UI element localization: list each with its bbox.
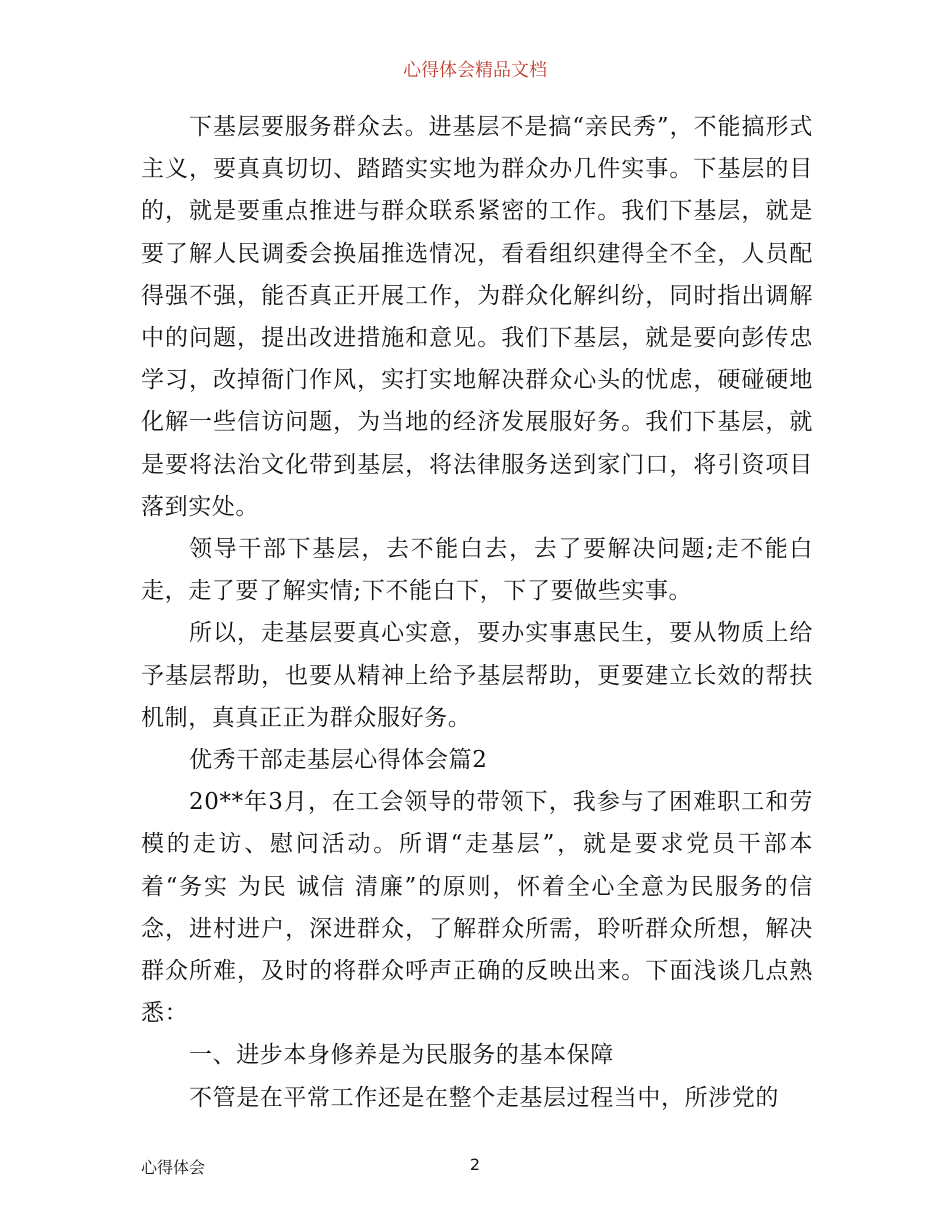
paragraph-5: 不管是在平常工作还是在整个走基层过程当中，所涉党的: [189, 1084, 779, 1111]
paragraph-2: 领导干部下基层，去不能白去，去了要解决问题;走不能白走，走了要了解实情;下不能白下，下了要做些实事。: [141, 536, 813, 605]
page-number: 2: [469, 1155, 481, 1174]
paragraph-3: 所以，走基层要真心实意，要办实事惠民生，要从物质上给予基层帮助，也要从精神上给予基层帮助，更要建立长效的帮扶机制，真真正正为群众服好务。: [141, 620, 813, 731]
section-heading: 优秀干部走基层心得体会篇2: [189, 747, 488, 774]
page-header-title: 心得体会精品文档: [403, 60, 547, 81]
subheading-1: 一、进步本身修养是为民服务的基本保障: [189, 1042, 614, 1069]
paragraph-1: 下基层要服务群众去。进基层不是搞“亲民秀”，不能搞形式主义，要真真切切、踏踏实实地为群众办几件实事。下基层的目的，就是要重点推进与群众联系紧密的工作。我们下基层，就是要了解人民调委会换届推选情况，看看组织建得全不全，人员配得强不强，能否真正开展工作，为群众化解纠纷，同时指出调解中的问题，提出改进措施和意见。我们下基层，就是要向彭传忠学习，改掉衙门作风，实打实地解决群众心头的忧虑，硬碰硬地化解一些信访问题，为当地的经济发展服好务。我们下基层，就是要将法治文化带到基层，将法律服务送到家门口，将引资项目落到实处。: [141, 114, 813, 520]
document-body: [141, 106, 813, 1119]
footer-label: 心得体会: [141, 1158, 206, 1177]
paragraph-4: 20**年3月，在工会领导的带领下，我参与了困难职工和劳模的走访、慰问活动。所谓“走基层”，就是要求党员干部本着“务实 为民 诚信 清廉”的原则，怀着全心全意为民服务的信念，进村进户，深进群众，了解群众所需，聆听群众所想，解决群众所难，及时的将群众呼声正确的反映出来。下面浅谈几点熟悉：: [141, 789, 813, 1027]
